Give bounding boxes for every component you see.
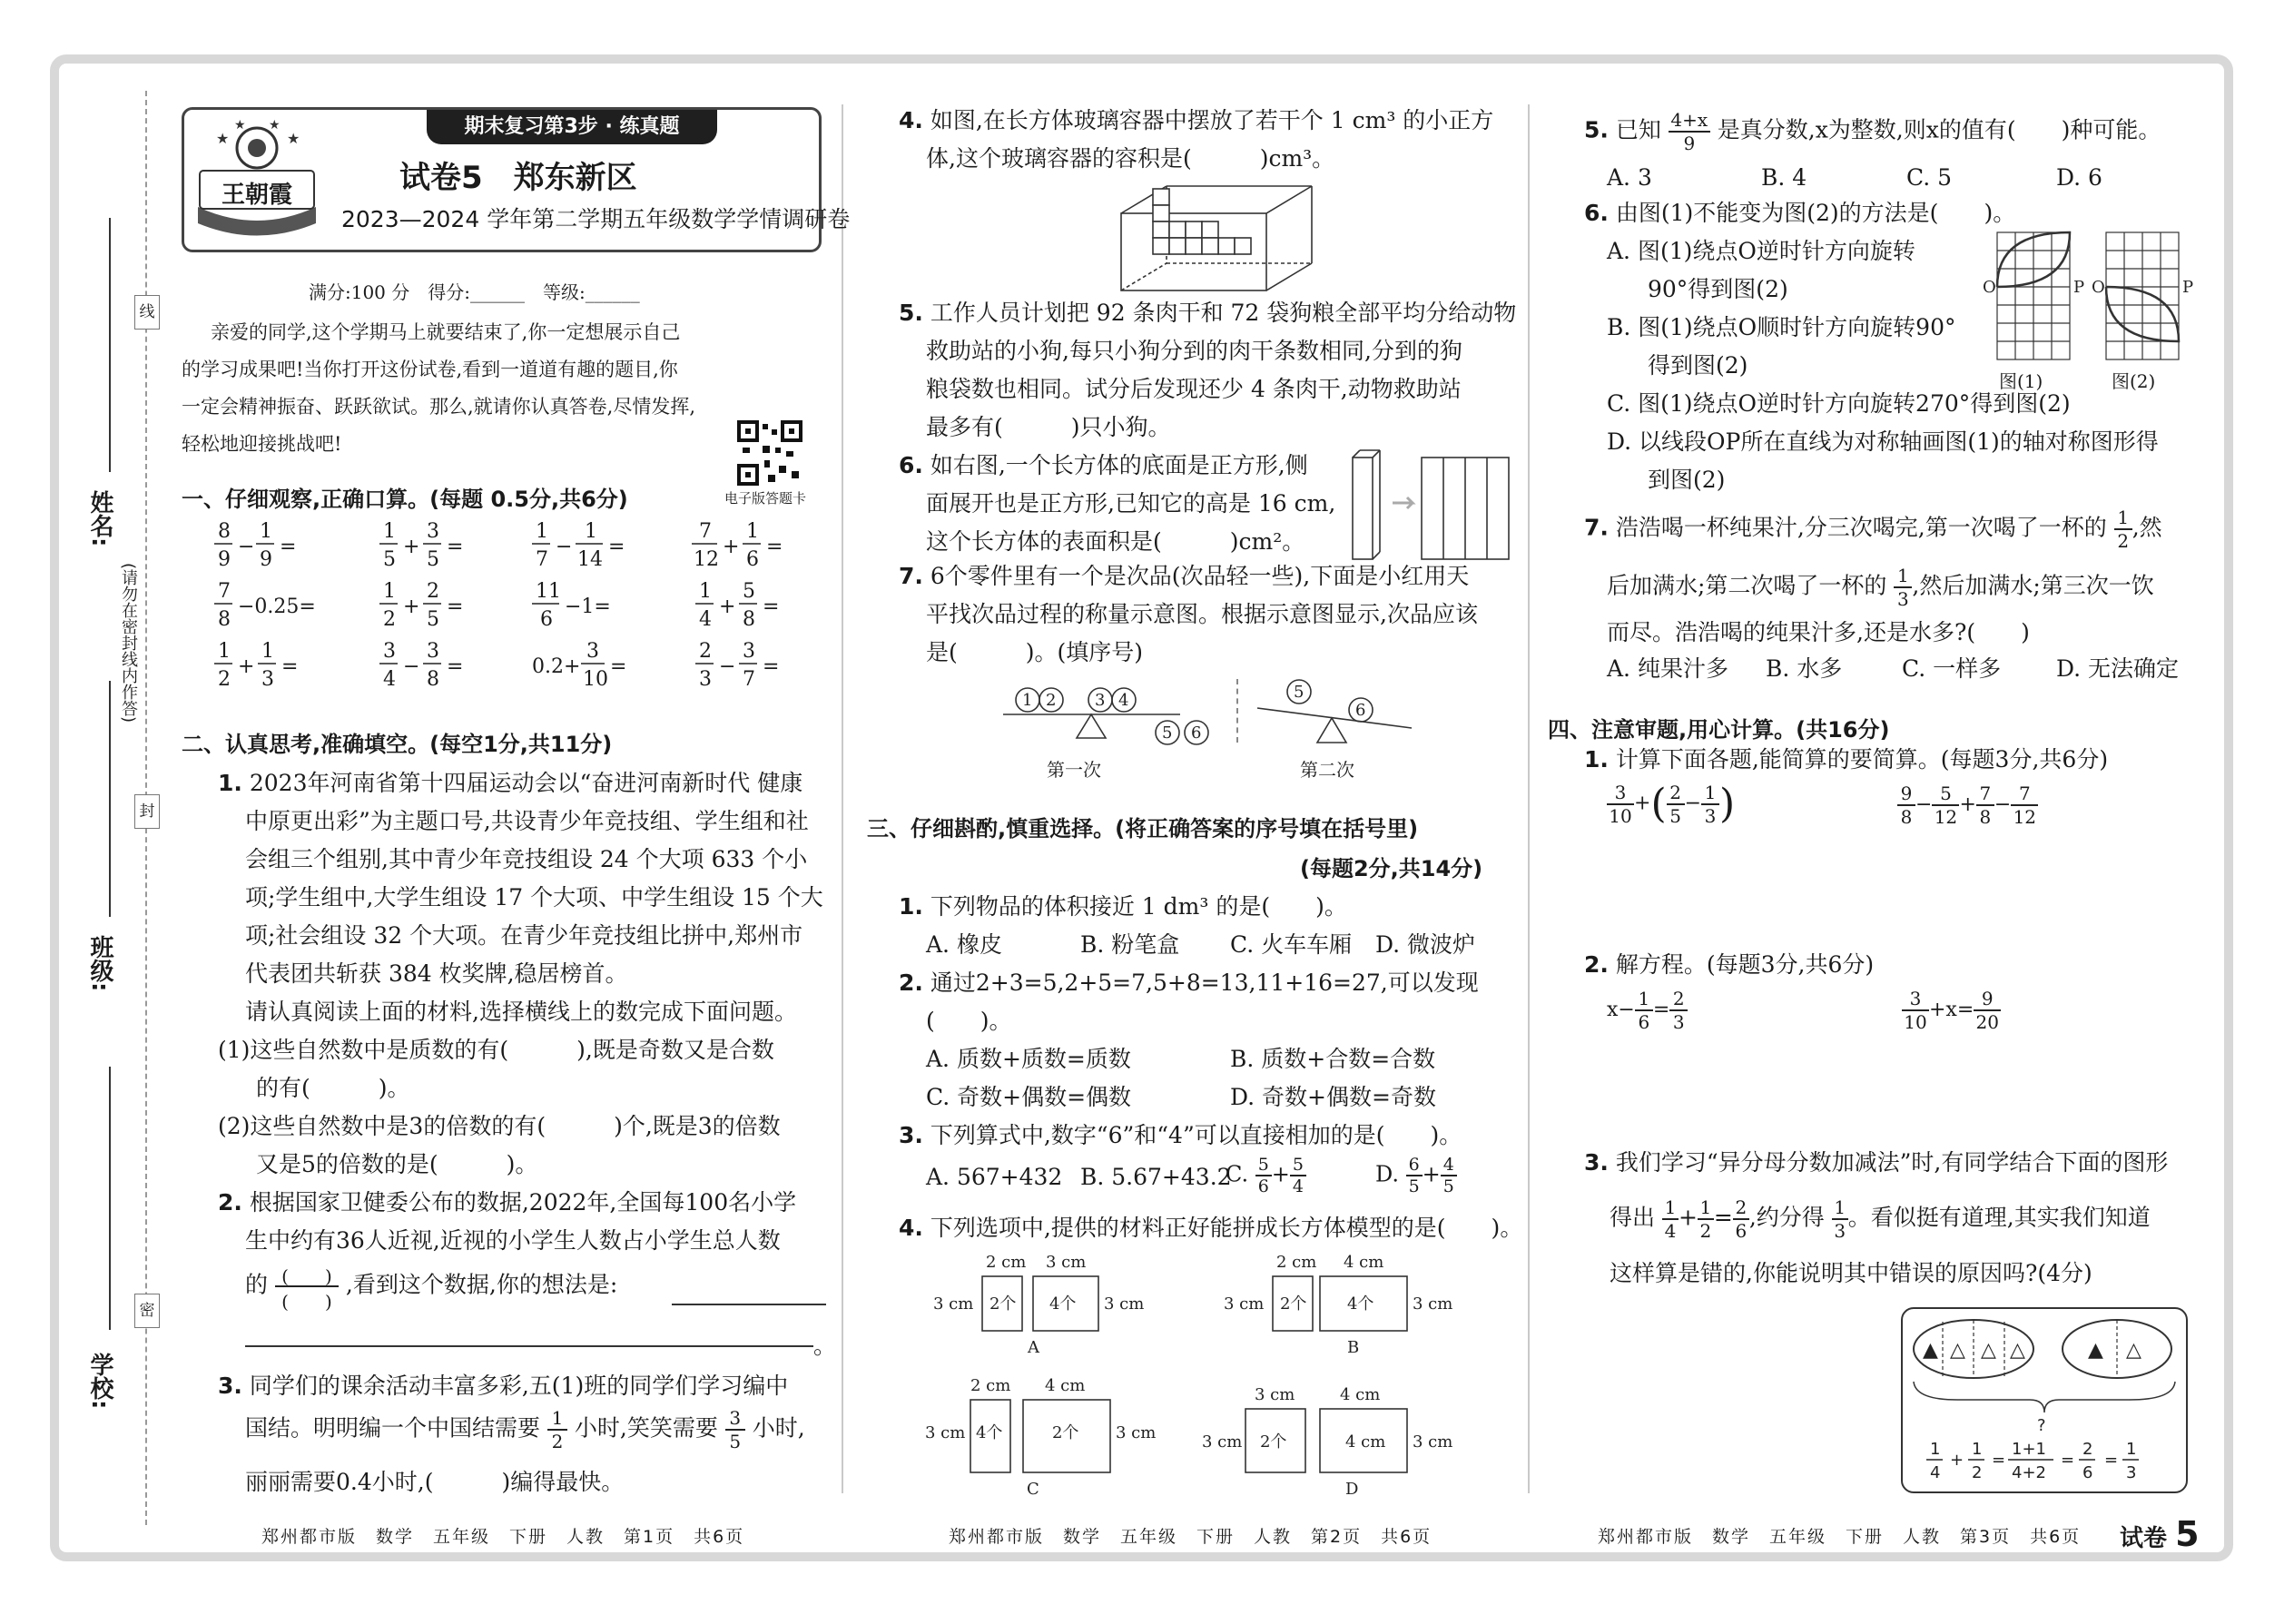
svg-text:★: ★ bbox=[234, 118, 246, 133]
s2q3-line-3: 丽丽需要0.4小时,( )编得最快。 bbox=[245, 1469, 625, 1495]
svg-text:−: − bbox=[719, 655, 736, 678]
s3q1-text: 下列物品的体积接近 1 dm³ 的是( )。 bbox=[930, 893, 1347, 920]
svg-text:2: 2 bbox=[218, 668, 231, 691]
s2q2-line-3: 的 ( ) ( ) ,看到这个数据,你的想法是: bbox=[245, 1265, 618, 1313]
m-q5-line-3: 粮袋数也相同。试分后发现还少 4 条肉干,动物救助站 bbox=[926, 376, 1462, 402]
m-q7-line-1: 6个零件里有一个是次品(次品轻一些),下面是小红用天 bbox=[930, 563, 1470, 589]
s2q1-line-11: 又是5的倍数的是( )。 bbox=[256, 1151, 538, 1177]
svg-text:1: 1 bbox=[383, 580, 396, 603]
section4-title: 四、注意审题,用心计算。(共16分) bbox=[1548, 717, 1890, 743]
svg-text:1+1: 1+1 bbox=[2012, 1440, 2046, 1459]
svg-text:7: 7 bbox=[743, 668, 755, 691]
svg-text:−: − bbox=[556, 536, 573, 558]
svg-text:A: A bbox=[1028, 1338, 1039, 1357]
svg-text:3: 3 bbox=[699, 668, 712, 691]
svg-text:△: △ bbox=[1981, 1339, 1996, 1362]
class-label: 班级: bbox=[86, 935, 113, 992]
s2q1-line-3: 会组三个组别,其中青少年竞技组设 24 个大项 633 个小 bbox=[245, 846, 808, 872]
svg-text:5: 5 bbox=[383, 548, 396, 571]
svg-text:3: 3 bbox=[586, 640, 599, 663]
r-q7-line-1: 7. 浩浩喝一杯纯果汁,分三次喝完,第一次喝了一杯的 $\frac{1}{2}$ ,然 bbox=[1584, 507, 2162, 552]
svg-text:3: 3 bbox=[427, 640, 439, 663]
svg-text:8: 8 bbox=[218, 520, 231, 543]
opinion-field-2[interactable] bbox=[245, 1345, 813, 1347]
svg-text:=: = bbox=[281, 655, 299, 678]
svg-text:+: + bbox=[719, 595, 736, 618]
s3q2-option-c[interactable]: C. 奇数+偶数=偶数 bbox=[926, 1084, 1132, 1110]
s4q1-item-2: $\frac{9}{8}$ − $\frac{5}{12}$ + $\frac{7}{8}$ − $\frac{7}{12}$ bbox=[1897, 782, 2038, 828]
svg-text:★: ★ bbox=[287, 130, 300, 147]
svg-text:7: 7 bbox=[699, 520, 712, 543]
s3q1-option-c[interactable]: C. 火车车厢 bbox=[1230, 931, 1353, 958]
svg-text:+: + bbox=[238, 655, 255, 678]
qr-code[interactable] bbox=[737, 420, 802, 486]
s3q2-line-1: 通过2+3=5,2+5=7,5+8=13,11+16=27,可以发现 bbox=[930, 969, 1479, 996]
r-q6-text: 由图(1)不能变为图(2)的方法是( )。 bbox=[1615, 200, 2016, 226]
svg-text:=: = bbox=[280, 536, 297, 558]
s3q3-option-a[interactable]: A. 567+432 bbox=[926, 1164, 1063, 1190]
scale-2-figure bbox=[1248, 672, 1421, 753]
exam-subtitle: 2023—2024 学年第二学期五年级数学学情调研卷 bbox=[341, 206, 851, 232]
r-q6-option-b2: 得到图(2) bbox=[1648, 352, 1748, 379]
name-label: 姓名: bbox=[86, 490, 113, 547]
svg-text:0.2+: 0.2+ bbox=[532, 655, 581, 678]
svg-text:+: + bbox=[403, 595, 420, 618]
section1-title: 一、仔细观察,正确口算。(每题 0.5分,共6分) bbox=[182, 487, 628, 512]
s2q1-line-8: (1)这些自然数中是质数的有( ),既是奇数又是合数 bbox=[218, 1037, 774, 1063]
s3q3-option-b[interactable]: B. 5.67+43.2 bbox=[1080, 1164, 1232, 1190]
s4q2-item-1: x− $\frac{1}{6}$ = $\frac{2}{3}$ bbox=[1607, 988, 1688, 1033]
svg-text:O: O bbox=[2092, 278, 2105, 297]
s2q1-line-2: 中原更出彩”为主题口号,共设青少年竞技组、学生组和社 bbox=[245, 808, 809, 834]
svg-text:3: 3 bbox=[2126, 1463, 2137, 1482]
svg-text:3 cm: 3 cm bbox=[925, 1423, 966, 1442]
svg-text:6: 6 bbox=[1355, 701, 1366, 720]
glass-container-figure bbox=[1112, 182, 1330, 295]
class-field[interactable] bbox=[109, 681, 111, 917]
svg-text:4: 4 bbox=[383, 668, 396, 691]
svg-text:=: = bbox=[763, 655, 780, 678]
svg-text:1: 1 bbox=[2126, 1440, 2137, 1459]
s3q1-option-a[interactable]: A. 橡皮 bbox=[926, 931, 1002, 958]
svg-text:+: + bbox=[723, 536, 740, 558]
svg-text:6: 6 bbox=[540, 608, 553, 631]
s3q2-option-d[interactable]: D. 奇数+偶数=奇数 bbox=[1230, 1084, 1436, 1110]
svg-text:3 cm: 3 cm bbox=[1116, 1423, 1157, 1442]
s2q1-line-6: 代表团共斩获 384 枚奖牌,稳居榜首。 bbox=[245, 960, 628, 987]
svg-text:3 cm: 3 cm bbox=[1104, 1294, 1145, 1314]
svg-text:4 cm: 4 cm bbox=[1344, 1253, 1384, 1272]
rotation-figures bbox=[1979, 229, 2197, 365]
r-q7-option-d[interactable]: D. 无法确定 bbox=[2056, 655, 2180, 682]
mark-mi: 密 bbox=[134, 1294, 160, 1328]
s3q2-option-a[interactable]: A. 质数+质数=质数 bbox=[926, 1046, 1131, 1072]
svg-text:1: 1 bbox=[383, 520, 396, 543]
m-q5-line-1: 工作人员计划把 92 条肉干和 72 袋狗粮全部平均分给动物 bbox=[930, 300, 1517, 326]
svg-text:=: = bbox=[447, 536, 464, 558]
svg-text:O: O bbox=[1983, 278, 1996, 297]
s2q1-line-5: 项;社会组设 32 个大项。在青少年竞技组比拼中,郑州市 bbox=[245, 922, 803, 949]
r-q6-option-d2: 到图(2) bbox=[1648, 467, 1726, 493]
badge-number: 5 bbox=[2175, 1514, 2200, 1554]
svg-text:8: 8 bbox=[427, 668, 439, 691]
svg-text:−: − bbox=[403, 655, 420, 678]
svg-text:1: 1 bbox=[1930, 1440, 1941, 1459]
r-q7-option-a[interactable]: A. 纯果汁多 bbox=[1607, 655, 1728, 682]
svg-text:2 cm: 2 cm bbox=[970, 1376, 1011, 1395]
r-q5-option-d[interactable]: D. 6 bbox=[2056, 164, 2102, 191]
svg-text:5: 5 bbox=[1162, 723, 1173, 743]
svg-text:★: ★ bbox=[216, 130, 230, 147]
m-q6-line-1: 如右图,一个长方体的底面是正方形,侧 bbox=[930, 452, 1308, 478]
svg-text:2: 2 bbox=[1972, 1463, 1983, 1482]
svg-text:=: = bbox=[447, 595, 464, 618]
svg-text:3: 3 bbox=[743, 640, 755, 663]
s2q3-line-2: 国结。明明编一个中国结需要 $\frac{1}{2}$ 小时,笑笑需要 $\frac{3}{5}$ 小时, bbox=[245, 1407, 805, 1452]
svg-text:2 cm: 2 cm bbox=[986, 1253, 1027, 1272]
mark-feng: 封 bbox=[134, 794, 160, 829]
svg-text:?: ? bbox=[2037, 1416, 2046, 1435]
column-divider-1 bbox=[842, 104, 843, 1493]
svg-text:4+2: 4+2 bbox=[2012, 1463, 2046, 1482]
section3-score: (每题2分,共14分) bbox=[1300, 856, 1483, 881]
school-field[interactable] bbox=[109, 1067, 111, 1330]
name-field[interactable] bbox=[109, 218, 111, 472]
s4q2-item-2: $\frac{3}{10}$ +x= $\frac{9}{20}$ bbox=[1902, 988, 2001, 1033]
svg-text:4个: 4个 bbox=[1049, 1294, 1077, 1314]
s3q2-option-b[interactable]: B. 质数+合数=合数 bbox=[1230, 1046, 1436, 1072]
scale-1-caption: 第一次 bbox=[1047, 759, 1101, 781]
box-option-a[interactable] bbox=[926, 1251, 1198, 1360]
svg-text:=: = bbox=[2104, 1451, 2119, 1470]
s3q2-line-2: ( )。 bbox=[926, 1008, 1012, 1034]
svg-text:+: + bbox=[403, 536, 420, 558]
svg-text:=: = bbox=[2061, 1451, 2075, 1470]
svg-text:11: 11 bbox=[536, 580, 561, 603]
svg-text:4个: 4个 bbox=[976, 1423, 1003, 1442]
svg-text:6: 6 bbox=[1191, 723, 1202, 743]
svg-text:▲: ▲ bbox=[2088, 1339, 2103, 1362]
svg-text:7: 7 bbox=[218, 580, 231, 603]
svg-text:=: = bbox=[608, 536, 625, 558]
s3q3-option-d[interactable]: D. $\frac{6}{5}$ + $\frac{4}{5}$ bbox=[1375, 1155, 1457, 1196]
svg-text:2个: 2个 bbox=[1280, 1294, 1307, 1314]
svg-text:1: 1 bbox=[699, 580, 712, 603]
svg-text:=: = bbox=[1992, 1451, 2006, 1470]
m-q7-line-3: 是( )。(填序号) bbox=[926, 639, 1144, 665]
s4q1-text: 计算下面各题,能简算的要简算。(每题3分,共6分) bbox=[1615, 746, 2109, 773]
r-q5-text: 5. 已知 $\frac{4+x}{9}$ 是真分数,x为整数,则x的值有( )种可能。 bbox=[1584, 109, 2161, 154]
intro-1: 亲爱的同学,这个学期马上就要结束了,你一定想展示自己 bbox=[211, 321, 681, 343]
score-line: 满分:100 分 得分:______ 等级:______ bbox=[309, 281, 640, 303]
svg-text:5: 5 bbox=[1294, 683, 1305, 702]
s2q1-line-7: 请认真阅读上面的材料,选择横线上的数完成下面问题。 bbox=[245, 999, 797, 1025]
svg-text:3 cm: 3 cm bbox=[1413, 1294, 1453, 1314]
svg-text:6: 6 bbox=[2082, 1463, 2093, 1482]
svg-text:▲: ▲ bbox=[1923, 1339, 1938, 1362]
svg-text:P: P bbox=[2182, 278, 2194, 297]
footer-page-3: 郑州都市版 数学 五年级 下册 人教 第3页 共6页 bbox=[1598, 1527, 2082, 1547]
svg-text:2: 2 bbox=[2082, 1440, 2093, 1459]
svg-text:C: C bbox=[1027, 1480, 1039, 1497]
r-q7-line-2: 后加满水;第二次喝了一杯的 $\frac{1}{3}$ ,然后加满水;第三次一饮 bbox=[1607, 565, 2154, 610]
m-q6-line-2: 面展开也是正方形,已知它的高是 16 cm, bbox=[926, 490, 1336, 517]
svg-text:9: 9 bbox=[260, 548, 272, 571]
box-option-c[interactable] bbox=[921, 1374, 1194, 1497]
s2q1-line-4: 项;学生组中,大学生组设 17 个大项、中学生组设 15 个大 bbox=[245, 884, 823, 910]
svg-text:−0.25=: −0.25= bbox=[238, 595, 316, 618]
logo-text: 王朝霞 bbox=[221, 182, 292, 209]
svg-text:B: B bbox=[1347, 1338, 1360, 1357]
s3q3-text: 下列算式中,数字“6”和“4”可以直接相加的是( )。 bbox=[930, 1122, 1462, 1148]
svg-text:5: 5 bbox=[427, 548, 439, 571]
s2q1-line-10: (2)这些自然数中是3的倍数的有( )个,既是3的倍数 bbox=[218, 1113, 781, 1139]
svg-text:=: = bbox=[610, 655, 627, 678]
m-q6-line-3: 这个长方体的表面积是( )cm²。 bbox=[926, 528, 1305, 555]
intro-4: 轻松地迎接挑战吧! bbox=[182, 433, 342, 455]
s2q3-line-1: 同学们的课余活动丰富多彩,五(1)班的同学们学习编中 bbox=[249, 1373, 789, 1399]
school-label: 学校: bbox=[86, 1353, 113, 1410]
svg-text:9: 9 bbox=[218, 548, 231, 571]
svg-text:4: 4 bbox=[699, 608, 712, 631]
svg-text:3 cm: 3 cm bbox=[1202, 1432, 1243, 1452]
svg-text:5: 5 bbox=[427, 608, 439, 631]
s3q4-text: 下列选项中,提供的材料正好能拼成长方体模型的是( )。 bbox=[930, 1215, 1523, 1241]
scale-divider bbox=[1236, 679, 1238, 743]
svg-text:=: = bbox=[766, 536, 783, 558]
svg-text:3 cm: 3 cm bbox=[1255, 1385, 1295, 1404]
s3q1-option-b[interactable]: B. 粉笔盒 bbox=[1080, 931, 1180, 958]
r-q6-option-b[interactable]: B. 图(1)绕点O顺时针方向旋转90° bbox=[1607, 314, 1956, 340]
fig1-caption: 图(1) bbox=[1999, 370, 2043, 392]
svg-text:=: = bbox=[763, 595, 780, 618]
s4q3-line-1: 我们学习“异分母分数加减法”时,有同学结合下面的图形 bbox=[1615, 1149, 2169, 1176]
mark-xian: 线 bbox=[134, 295, 160, 330]
svg-text:2: 2 bbox=[1046, 691, 1057, 710]
s3q3-option-c[interactable]: C. $\frac{5}{6}$ + $\frac{5}{4}$ bbox=[1226, 1155, 1306, 1196]
svg-text:4: 4 bbox=[1118, 691, 1129, 710]
svg-text:1: 1 bbox=[536, 520, 548, 543]
svg-text:+: + bbox=[1950, 1451, 1964, 1470]
exam-title: 试卷5 郑东新区 bbox=[399, 160, 637, 196]
box-option-d[interactable] bbox=[1198, 1374, 1489, 1497]
svg-text:2: 2 bbox=[699, 640, 712, 663]
svg-text:△: △ bbox=[1950, 1339, 1965, 1362]
svg-text:−: − bbox=[238, 536, 255, 558]
svg-text:D: D bbox=[1345, 1480, 1359, 1497]
svg-text:2个: 2个 bbox=[1260, 1432, 1287, 1452]
svg-text:3: 3 bbox=[261, 668, 274, 691]
box-option-b[interactable] bbox=[1216, 1251, 1489, 1360]
section3-title: 三、仔细斟酌,慎重选择。(将正确答案的序号填在括号里) bbox=[867, 816, 1419, 842]
qr-caption: 电子版答题卡 bbox=[724, 490, 807, 507]
intro-3: 一定会精神振奋、跃跃欲试。那么,就请你认真答卷,尽情发挥, bbox=[182, 396, 696, 418]
svg-text:8: 8 bbox=[743, 608, 755, 631]
exam-badge bbox=[2120, 1514, 2200, 1554]
svg-text:4 cm: 4 cm bbox=[1345, 1432, 1386, 1452]
svg-text:6: 6 bbox=[746, 548, 759, 571]
s2q1-line-1: 2023年河南省第十四届运动会以“奋进河南新时代 健康 bbox=[249, 770, 803, 796]
svg-text:2个: 2个 bbox=[1052, 1423, 1079, 1442]
svg-text:4: 4 bbox=[1930, 1463, 1941, 1482]
svg-text:4 cm: 4 cm bbox=[1340, 1385, 1381, 1404]
r-q7-line-3: 而尽。浩浩喝的纯果汁多,还是水多?( ) bbox=[1607, 619, 2030, 645]
s2q2-line-1: 根据国家卫健委公布的数据,2022年,全国每100名小学 bbox=[249, 1189, 797, 1216]
section2-title: 二、认真思考,准确填空。(每空1分,共11分) bbox=[182, 732, 613, 757]
svg-text:△: △ bbox=[2010, 1339, 2025, 1362]
svg-text:=: = bbox=[447, 655, 464, 678]
svg-text:★: ★ bbox=[269, 118, 281, 133]
r-q6-option-a[interactable]: A. 图(1)绕点O逆时针方向旋转 bbox=[1607, 238, 1915, 264]
svg-text:10: 10 bbox=[583, 668, 608, 691]
svg-text:−1=: −1= bbox=[565, 595, 611, 618]
logo bbox=[189, 116, 325, 243]
svg-text:14: 14 bbox=[577, 548, 603, 571]
footer-page-2: 郑州都市版 数学 五年级 下册 人教 第2页 共6页 bbox=[949, 1527, 1433, 1547]
svg-text:7: 7 bbox=[536, 548, 548, 571]
svg-text:1: 1 bbox=[218, 640, 231, 663]
m-q7-line-2: 平找次品过程的称量示意图。根据示意图显示,次品应该 bbox=[926, 601, 1478, 627]
scale-2-caption: 第二次 bbox=[1300, 759, 1354, 781]
svg-text:△: △ bbox=[2126, 1339, 2141, 1362]
footer-page-1: 郑州都市版 数学 五年级 下册 人教 第1页 共6页 bbox=[261, 1527, 745, 1547]
s4q1-item-1: $\frac{3}{10}$ +( $\frac{2}{5}$ − $\frac{1}{3}$ ) bbox=[1607, 781, 1735, 827]
fig2-caption: 图(2) bbox=[2112, 370, 2156, 392]
badge-label: 试卷 bbox=[2120, 1525, 2168, 1552]
svg-text:4个: 4个 bbox=[1347, 1294, 1374, 1314]
r-q7-option-b[interactable]: B. 水多 bbox=[1766, 655, 1843, 682]
r-q7-option-c[interactable]: C. 一样多 bbox=[1902, 655, 2002, 682]
oral-calc-item bbox=[214, 520, 296, 571]
fraction-diagram bbox=[1901, 1307, 2188, 1493]
svg-text:3: 3 bbox=[1095, 691, 1106, 710]
s2q2-line-2: 生中约有36人近视,近视的小学生人数占小学生总人数 bbox=[245, 1227, 781, 1254]
svg-text:1: 1 bbox=[1972, 1440, 1983, 1459]
m-q5-line-4: 最多有( )只小狗。 bbox=[926, 414, 1171, 440]
svg-text:8: 8 bbox=[218, 608, 231, 631]
intro-2: 的学习成果吧!当你打开这份试卷,看到一道道有趣的题目,你 bbox=[182, 359, 678, 380]
svg-text:1: 1 bbox=[260, 520, 272, 543]
r-q5-option-c[interactable]: C. 5 bbox=[1906, 164, 1953, 191]
svg-text:1: 1 bbox=[261, 640, 274, 663]
r-q5-option-b[interactable]: B. 4 bbox=[1761, 164, 1807, 191]
svg-text:3 cm: 3 cm bbox=[1046, 1253, 1087, 1272]
svg-text:2 cm: 2 cm bbox=[1276, 1253, 1317, 1272]
svg-text:3: 3 bbox=[383, 640, 396, 663]
svg-text:2: 2 bbox=[427, 580, 439, 603]
svg-text:3 cm: 3 cm bbox=[1224, 1294, 1265, 1314]
svg-text:5: 5 bbox=[743, 580, 755, 603]
m-q4-line-2: 体,这个玻璃容器的容积是( )cm³。 bbox=[926, 145, 1335, 172]
svg-text:1: 1 bbox=[746, 520, 759, 543]
svg-text:1: 1 bbox=[585, 520, 597, 543]
s2q1-line-9: 的有( )。 bbox=[256, 1075, 410, 1101]
opinion-field[interactable] bbox=[672, 1304, 826, 1305]
binding-notice: (请勿在密封线内作答) bbox=[119, 563, 138, 723]
oral-calc-grid bbox=[209, 516, 826, 706]
m-q5-line-2: 救助站的小狗,每只小狗分到的肉干条数相同,分到的狗 bbox=[926, 338, 1462, 364]
s2q2-line-4: 。 bbox=[813, 1333, 837, 1359]
svg-text:P: P bbox=[2073, 278, 2085, 297]
r-q6-option-c[interactable]: C. 图(1)绕点O逆时针方向旋转270°得到图(2) bbox=[1607, 390, 2071, 417]
s3q1-option-d[interactable]: D. 微波炉 bbox=[1375, 931, 1476, 958]
svg-text:2: 2 bbox=[383, 608, 396, 631]
cuboid-unfold-figure bbox=[1349, 447, 1512, 565]
r-q6-option-d[interactable]: D. 以线段OP所在直线为对称轴画图(1)的轴对称图形得 bbox=[1607, 428, 2159, 455]
m-q4-line-1: 如图,在长方体玻璃容器中摆放了若干个 1 cm³ 的小正方 bbox=[930, 107, 1494, 133]
svg-text:3: 3 bbox=[427, 520, 439, 543]
q-number: 1. bbox=[218, 770, 242, 796]
svg-text:1: 1 bbox=[1022, 691, 1033, 710]
header-banner: 期末复习第3步 · 练真题 bbox=[427, 110, 717, 144]
s4q3-line-3: 这样算是错的,你能说明其中错误的原因吗?(4分) bbox=[1610, 1260, 2092, 1286]
svg-text:4 cm: 4 cm bbox=[1045, 1376, 1086, 1395]
r-q5-option-a[interactable]: A. 3 bbox=[1607, 164, 1652, 191]
column-divider-2 bbox=[1528, 104, 1530, 1493]
s4q2-text: 解方程。(每题3分,共6分) bbox=[1615, 951, 1875, 978]
s4q3-line-2: 得出 $\frac{1}{4}$ + $\frac{1}{2}$ = $\frac{2}{6}$ ,约分得 $\frac{1}{3}$ 。看似挺有道理,其实我们知道 bbox=[1610, 1196, 2151, 1242]
r-q6-option-a2: 90°得到图(2) bbox=[1648, 276, 1788, 302]
svg-text:2个: 2个 bbox=[989, 1294, 1017, 1314]
svg-text:3 cm: 3 cm bbox=[933, 1294, 974, 1314]
scale-1-figure bbox=[999, 676, 1235, 749]
svg-text:12: 12 bbox=[694, 548, 719, 571]
svg-text:3 cm: 3 cm bbox=[1413, 1432, 1453, 1452]
